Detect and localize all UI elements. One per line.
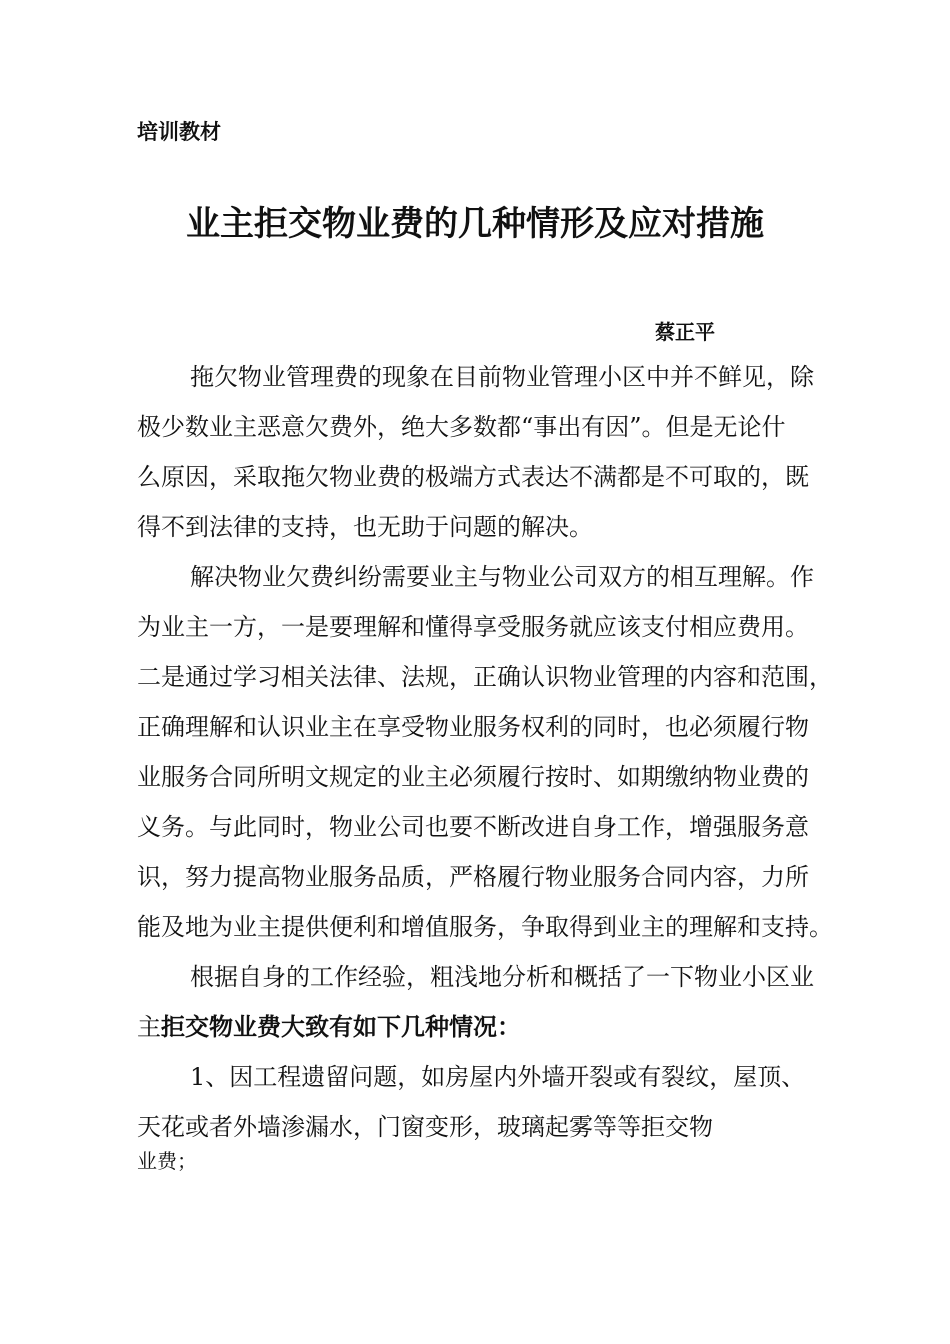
paragraph-line: 为业主一方，一是要理解和懂得享受服务就应该支付相应费用。 (137, 613, 809, 641)
document-author: 蔡正平 (655, 320, 715, 344)
paragraph-line: 解决物业欠费纠纷需要业主与物业公司双方的相互理解。作 (190, 563, 814, 591)
paragraph-line: 义务。与此同时，物业公司也要不断改进自身工作，增强服务意 (137, 813, 809, 841)
paragraph-bold-text: 拒交物业费大致有如下几种情况： (161, 1013, 521, 1041)
paragraph-line: 二是通过学习相关法律、法规，正确认识物业管理的内容和范围， (137, 663, 833, 691)
list-item-line: 业费； (137, 1149, 197, 1173)
list-item-line: 天花或者外墙渗漏水，门窗变形，玻璃起雾等等拒交物 (137, 1113, 713, 1141)
document-title: 业主拒交物业费的几种情形及应对措施 (186, 204, 764, 244)
paragraph-line: 能及地为业主提供便利和增值服务，争取得到业主的理解和支持。 (137, 913, 833, 941)
paragraph-line: 么原因，采取拖欠物业费的极端方式表达不满都是不可取的，既 (137, 463, 809, 491)
paragraph-line: 识，努力提高物业服务品质，严格履行物业服务合同内容，力所 (137, 863, 809, 891)
paragraph-text: 主 (137, 1013, 161, 1041)
paragraph-line: 根据自身的工作经验，粗浅地分析和概括了一下物业小区业 (190, 963, 814, 991)
document-label: 培训教材 (137, 120, 221, 144)
paragraph-line: 拖欠物业管理费的现象在目前物业管理小区中并不鲜见，除 (190, 363, 814, 391)
paragraph-line-mixed (137, 1012, 521, 1042)
list-item-line: 1、因工程遗留问题，如房屋内外墙开裂或有裂纹，屋顶、 (190, 1063, 806, 1091)
paragraph-line: 业服务合同所明文规定的业主必须履行按时、如期缴纳物业费的 (137, 763, 809, 791)
paragraph-line: 得不到法律的支持，也无助于问题的解决。 (137, 513, 593, 541)
paragraph-line: 正确理解和认识业主在享受物业服务权利的同时，也必须履行物 (137, 713, 809, 741)
paragraph-line: 极少数业主恶意欠费外，绝大多数都“事出有因”。但是无论什 (137, 413, 786, 441)
